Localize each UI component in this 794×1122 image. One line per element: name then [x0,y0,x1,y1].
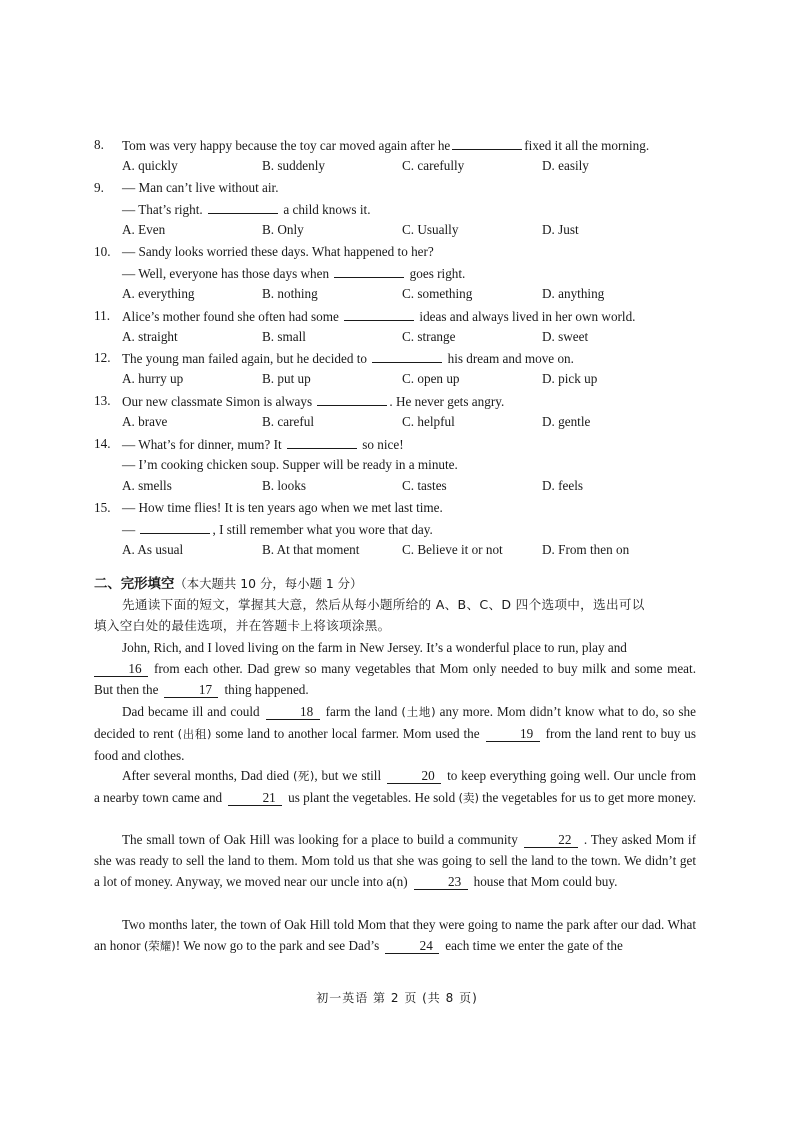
option-c: C. Usually [402,222,459,237]
option-b: B. careful [262,414,314,429]
question-number: 10. [94,244,111,259]
option-b: B. small [262,329,306,344]
option-d: D. gentle [542,414,591,429]
section-title: 二、完形填空 [94,577,175,592]
option-b: B. looks [262,478,306,493]
question-number: 14. [94,436,111,451]
page-footer: 初一英语 第 2 页 (共 8 页) [316,991,478,1005]
option-a: A. straight [122,329,178,344]
question-15 [94,500,110,516]
option-a: A. everything [122,286,195,301]
question-13-stem: Our new classmate Simon is always . He never gets angry. [122,394,505,409]
cloze-gap-23: 23 [414,875,468,890]
question-number: 13. [94,393,111,408]
option-d: D. Just [542,222,579,237]
passage-paragraph-4: The small town of Oak Hill was looking for a place to build a community 22 . They asked Mom if she was ready to sell the land to them. Mom told us that she was going to sell the land to the town. We didn’t get a lot of money. Anyway, we moved near our uncle into a(n) 23 house that Mom could buy. [94,832,696,890]
question-9-stem-2: — That’s right. a child knows it. [122,202,371,217]
question-number: 12. [94,350,111,365]
cloze-gap-17: 17 [164,683,218,698]
option-d: D. easily [542,158,589,173]
question-10 [94,244,110,260]
option-c: C. open up [402,371,460,386]
answer-blank [140,521,210,534]
question-12 [94,350,110,366]
option-b: B. Only [262,222,304,237]
cloze-gap-21: 21 [228,791,282,806]
cloze-gap-22: 22 [524,833,578,848]
section-heading [94,573,362,592]
section-instructions: 先通读下面的短文，掌握其大意，然后从每小题所给的 A、B、C、D 四个选项中，选出可以 填入空白处的最佳选项，并在答题卡上将该项涂黑。 [94,597,645,634]
option-b: B. nothing [262,286,318,301]
answer-blank [344,308,414,321]
option-d: D. From then on [542,542,630,557]
cloze-gap-20: 20 [387,769,441,784]
option-a: A. hurry up [122,371,184,386]
answer-blank [208,201,278,214]
answer-blank [287,436,357,449]
question-13 [94,393,110,409]
question-15-stem-2: — , I still remember what you wore that day. [122,522,433,537]
passage-paragraph-5: Two months later, the town of Oak Hill told Mom that they were going to name the park after our dad. What an honor (荣耀)! We now go to the park and see Dad’s 24 each time we enter the gate of the [94,917,696,954]
option-b: B. At that moment [262,542,360,557]
option-a: A. smells [122,478,172,493]
question-8-stem: Tom was very happy because the toy car moved again after he fixed it all the morning. [122,138,650,153]
section-note: （本大题共 10 分，每小题 1 分） [174,576,363,591]
question-12-stem: The young man failed again, but he decided to his dream and move on. [122,351,574,366]
option-a: A. As usual [122,542,184,557]
question-number: 8. [94,137,104,152]
passage-paragraph-1: John, Rich, and I loved living on the farm in New Jersey. It’s a wonderful place to run, play and 16 from each other. Dad grew so many vegetables that Mom only needed to buy milk and some meat. But then the 17 thing happened. [94,640,696,698]
cloze-gap-18: 18 [266,705,320,720]
question-14 [94,436,110,452]
answer-blank [317,393,387,406]
option-c: C. strange [402,329,456,344]
answer-blank [452,137,522,150]
question-11-stem: Alice’s mother found she often had some ideas and always lived in her own world. [122,309,636,324]
cloze-gap-16: 16 [94,662,148,677]
option-c: C. helpful [402,414,455,429]
question-14-stem-2: — I’m cooking chicken soup. Supper will be ready in a minute. [122,457,458,472]
question-9 [94,180,104,196]
option-c: C. tastes [402,478,447,493]
answer-blank [334,265,404,278]
option-d: D. sweet [542,329,589,344]
option-a: A. quickly [122,158,178,173]
answer-blank [372,350,442,363]
option-d: D. feels [542,478,584,493]
option-c: C. something [402,286,473,301]
option-d: D. pick up [542,371,598,386]
option-c: C. carefully [402,158,465,173]
question-number: 15. [94,500,111,515]
question-8 [94,137,104,153]
passage-paragraph-2: Dad became ill and could 18 farm the land (土地) any more. Mom didn’t know what to do, so she decided to rent (出租) some land to another local farmer. Mom used the 19 from the land rent to buy us food and clothes. [94,704,697,764]
question-15-stem-1: — How time flies! It is ten years ago when we met last time. [122,500,443,515]
option-b: B. put up [262,371,311,386]
question-number: 11. [94,308,110,323]
question-10-stem-1: — Sandy looks worried these days. What happened to her? [122,244,434,259]
question-number: 9. [94,180,104,195]
option-a: A. brave [122,414,168,429]
question-11 [94,308,110,324]
cloze-gap-19: 19 [486,727,540,742]
option-c: C. Believe it or not [402,542,503,557]
cloze-gap-24: 24 [385,939,439,954]
question-10-stem-2: — Well, everyone has those days when goes right. [122,266,466,281]
option-d: D. anything [542,286,605,301]
question-14-stem-1: — What’s for dinner, mum? It so nice! [122,437,404,452]
question-9-stem-1: — Man can’t live without air. [122,180,279,195]
option-b: B. suddenly [262,158,326,173]
option-a: A. Even [122,222,166,237]
passage-paragraph-3: After several months, Dad died (死), but we still 20 to keep everything going well. Our uncle from a nearby town came and 21 us plant the vegetables. He sold (卖) the vegetables for us to get more money. [94,768,696,806]
